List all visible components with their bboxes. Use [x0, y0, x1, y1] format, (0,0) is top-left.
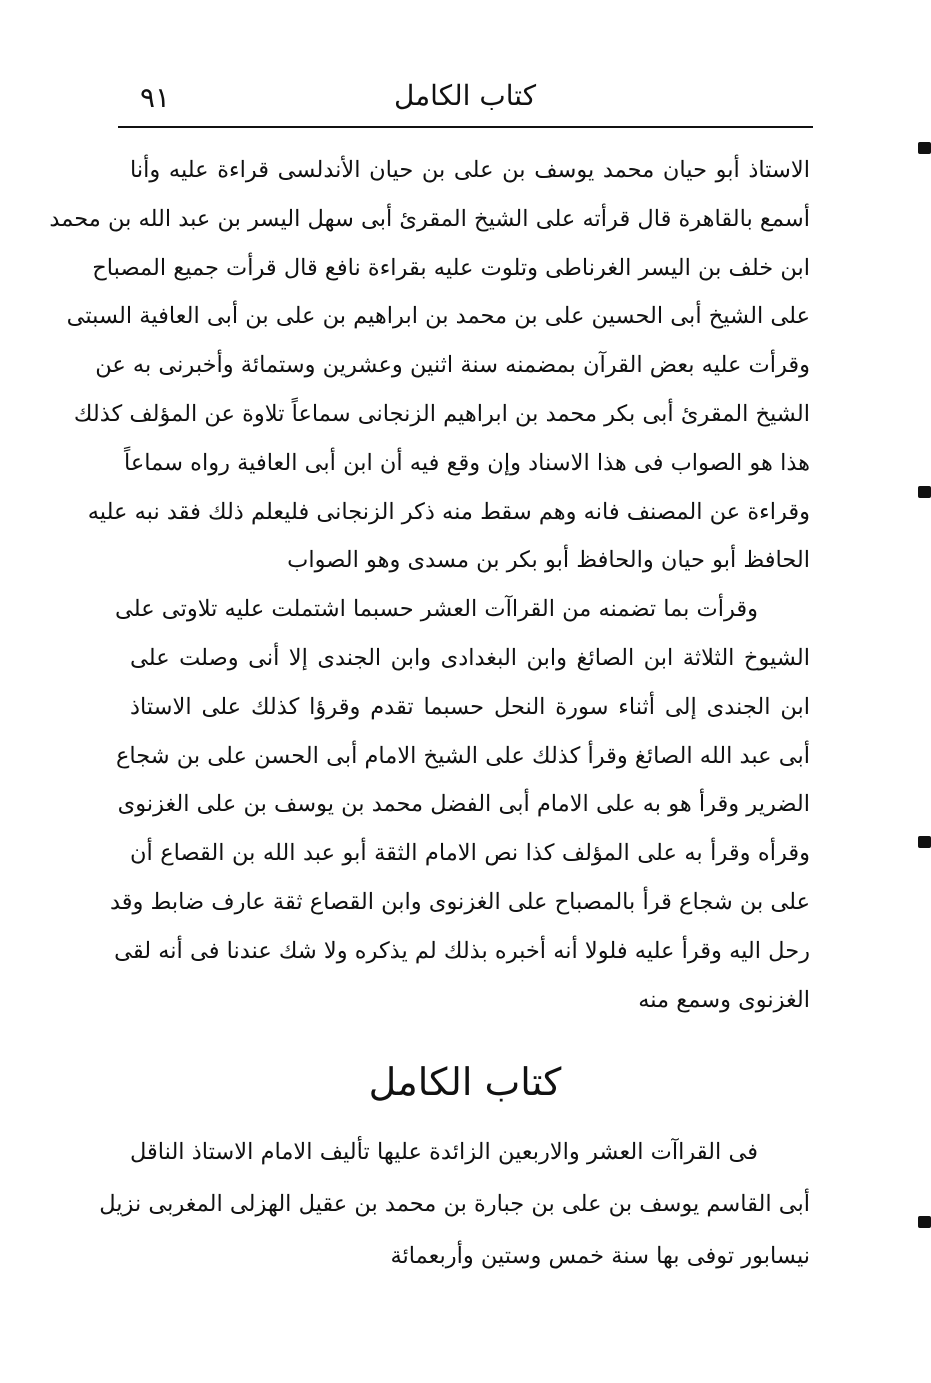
main-text: [49, 146, 810, 1024]
text-line: أبى عبد الله الصائغ وقرأ كذلك على الشيخ الامام أبى الحسن على بن شجاع: [115, 742, 810, 769]
text-line: الشيوخ الثلاثة ابن الصائغ وابن البغدادى وابن الجندى إلا أنى وصلت على: [130, 644, 810, 671]
section-heading: كتاب الكامل: [368, 1060, 562, 1104]
text-line: وقراءة عن المصنف فانه وهم سقط منه ذكر الزنجانى فليعلم ذلك فقد نبه عليه: [87, 498, 810, 525]
text-line: الغزنوى وسمع منه: [638, 986, 810, 1013]
page-number: ٩١: [140, 81, 171, 114]
text-line: أسمع بالقاهرة قال قرأته على الشيخ المقرئ أبى سهل اليسر بن عبد الله بن محمد: [49, 205, 810, 232]
margin-mark: [918, 1216, 931, 1228]
text-line: رحل اليه وقرأ عليه فلولا أنه أخبره بذلك لم يذكره ولا شك عندنا فى أنه لقى: [114, 937, 810, 964]
header-rule: [118, 126, 813, 128]
text-line: نيسابور توفى بها سنة خمس وستين وأربعمائة: [390, 1243, 810, 1269]
text-line: وقرأه وقرأ به على المؤلف كذا نص الامام الثقة أبو عبد الله بن القصاع أن: [130, 840, 810, 867]
text-line: ابن خلف بن اليسر الغرناطى وتلوت عليه بقراءة نافع قال قرأت جميع المصباح: [92, 254, 810, 281]
text-line: وقرأت عليه بعض القرآن بمضمنه سنة اثنين وعشرين وستمائة وأخبرنى به عن: [95, 352, 810, 379]
text-line: على الشيخ أبى الحسين على بن محمد بن ابراهيم بن على بن أبى العافية السبتى: [66, 303, 810, 330]
text-line: أبى القاسم يوسف بن على بن جبارة بن محمد بن عقيل الهزلى المغربى نزيل: [99, 1191, 810, 1217]
section-text: [99, 1126, 810, 1282]
text-line: الشيخ المقرئ أبى بكر محمد بن ابراهيم الزنجانى سماعاً تلاوة عن المؤلف كذلك: [73, 400, 810, 427]
text-line: ابن الجندى إلى أثناء سورة النحل حسبما تقدم وقرؤا كذلك على الاستاذ: [130, 693, 810, 720]
text-line: الاستاذ أبو حيان محمد يوسف بن على بن حيان الأندلسى قراءة عليه وأنا: [130, 157, 810, 183]
margin-mark: [918, 142, 931, 154]
margin-mark: [918, 486, 931, 498]
running-title: كتاب الكامل: [393, 79, 537, 112]
text-line: هذا هو الصواب فى هذا الاسناد وإن وقع فيه أن ابن أبى العافية رواه سماعاً: [124, 449, 810, 476]
margin-mark: [918, 836, 931, 848]
text-line: الحافظ أبو حيان والحافظ أبو بكر بن مسدى وهو الصواب: [287, 547, 810, 574]
text-line: الضرير وقرأ هو به على الامام أبى الفضل محمد بن يوسف بن على الغزنوى: [117, 791, 810, 818]
text-line: فى القراآت العشر والاربعين الزائدة عليها تأليف الامام الاستاذ الناقل: [130, 1139, 758, 1165]
text-line: وقرأت بما تضمنه من القراآت العشر حسبما اشتملت عليه تلاوتى على: [115, 596, 758, 623]
text-line: على بن شجاع قرأ بالمصباح على الغزنوى وابن القصاع ثقة عارف ضابط وقد: [109, 888, 810, 915]
